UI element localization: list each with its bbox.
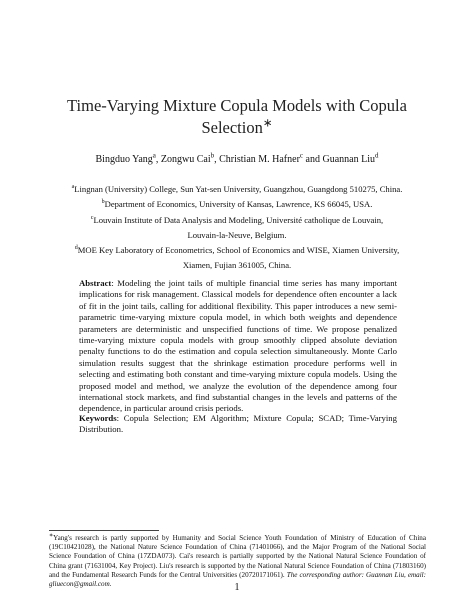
affiliation-list bbox=[55, 182, 419, 274]
affiliation-mark: c bbox=[90, 214, 94, 221]
affiliation-mark: a bbox=[71, 184, 75, 191]
affiliation-d bbox=[55, 243, 419, 258]
affiliation-text: Department of Economics, University of Kansas, Lawrence, KS 66045, USA. bbox=[104, 199, 373, 210]
keywords-text: : Copula Selection; EM Algorithm; Mixture Copula; SCAD; Time-Varying Distribution. bbox=[79, 413, 397, 435]
author-list bbox=[20, 151, 454, 165]
affiliation-c-continued: Louvain-la-Neuve, Belgium. bbox=[187, 229, 287, 240]
author-affil-mark: b bbox=[210, 151, 215, 160]
paper-title bbox=[40, 95, 434, 139]
author-name: Zongwu Cai bbox=[160, 154, 211, 165]
author-affil-mark: a bbox=[152, 151, 156, 160]
affiliation-d-continued: Xiamen, Fujian 361005, China. bbox=[182, 260, 292, 271]
title-footnote-mark: ∗ bbox=[262, 117, 273, 130]
footnote-text: Yang's research is partly supported by Humanity and Social Science Youth Foundation of Ministry of Education of China (19C10421028), the National Nature Science Foundation of China (71401066), and the Major Program of the National Social Science Foundation of China (17ZDA073). Cai's research is partially supported by the National Natural Science Foundation of China grant (71631004, Key Project). Liu's research is supported by the National Natural Science Foundation of China (71803160) and the Fundamental Research Funds for the Central Universities (20720171061). bbox=[49, 534, 426, 579]
abstract-label: Abstract bbox=[79, 278, 112, 288]
footnote-mark: ∗ bbox=[49, 533, 54, 539]
affiliation-text: Louvain Institute of Data Analysis and Modeling, Université catholique de Louvain, bbox=[93, 214, 384, 225]
author-separator: and bbox=[303, 154, 323, 165]
author-separator: , bbox=[155, 154, 161, 165]
affiliation-text: Lingnan (University) College, Sun Yat-sen University, Guangzhou, Guangdong 510275, China. bbox=[74, 184, 403, 194]
abstract bbox=[79, 278, 397, 415]
abstract-text: : Modeling the joint tails of multiple financial time series has many important implications for risk management. Classical models for dependence often encounter a lack of fit in the joint tails, calling for additional flexibility. This paper introduces a new semi-parametric time-varying mixture copula model, in which both weights and dependence parameters are deterministic and unspecified functions of time. We propose penalized time-varying mixture copula models with group smoothly clipped absolute deviation penalty functions to do the estimation and copula selection simultaneously. Monte Carlo simulation results suggest that the shrinkage estimation procedure performs well in selecting and estimating both constant and time-varying mixture copula models. Using the proposed model and method, we analyze the evolution of the dependence among four international stock markets, and find substantial changes in the levels and patterns of the dependence, in particular around crisis periods. bbox=[79, 278, 397, 414]
affiliation-b bbox=[55, 197, 419, 212]
author-separator: , bbox=[214, 154, 220, 165]
author-affil-mark: d bbox=[374, 151, 379, 160]
affiliation-c bbox=[55, 213, 419, 228]
author-name: Bingduo Yang bbox=[95, 154, 153, 165]
affiliation-mark: b bbox=[101, 199, 105, 206]
footnote-rule bbox=[49, 530, 159, 531]
affiliation-text: MOE Key Laboratory of Econometrics, School of Economics and WISE, Xiamen University, bbox=[77, 245, 400, 256]
footnote bbox=[49, 534, 426, 589]
title-line-2 bbox=[40, 117, 434, 139]
affiliation-mark: d bbox=[74, 245, 78, 252]
affiliation-a bbox=[55, 182, 419, 197]
author-affil-mark: c bbox=[299, 151, 304, 160]
footnote-corresponding-author: The corresponding author: Guannan Liu, email: gliuecon@gmail.com. bbox=[49, 570, 426, 589]
page-number: 1 bbox=[234, 582, 240, 593]
keywords bbox=[79, 413, 397, 436]
title-line-2-text: Selection bbox=[201, 118, 263, 137]
author-name: Christian M. Hafner bbox=[219, 154, 300, 165]
author-name: Guannan Liu bbox=[322, 154, 375, 165]
keywords-label: Keywords bbox=[79, 413, 117, 423]
title-line-1: Time-Varying Mixture Copula Models with Copula bbox=[67, 96, 407, 115]
